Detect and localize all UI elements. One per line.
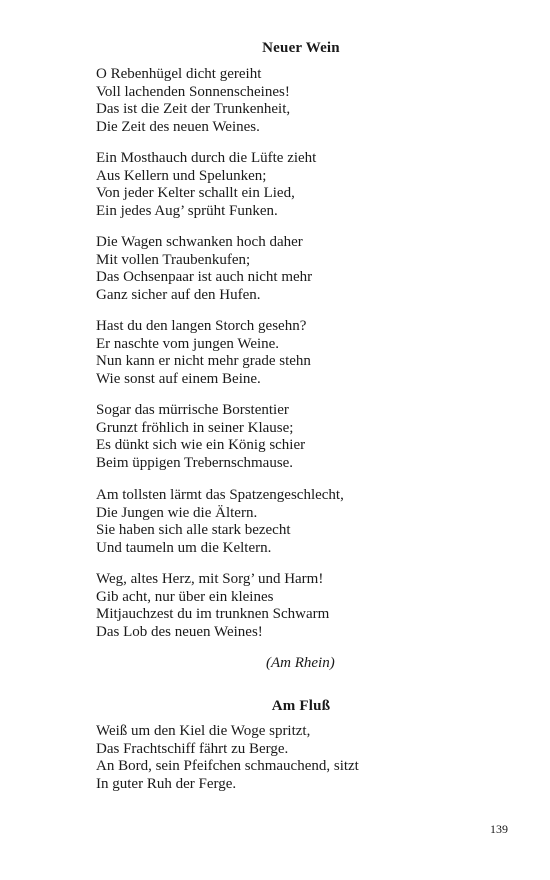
verse-line: Hast du den langen Storch gesehn? — [96, 318, 307, 334]
poem-attribution: (Am Rhein) — [266, 655, 335, 671]
verse-line: Das Ochsenpaar ist auch nicht mehr — [96, 269, 313, 285]
verse-line: Ein Mosthauch durch die Lüfte zieht — [96, 150, 317, 166]
verse-line: O Rebenhügel dicht gereiht — [96, 66, 262, 82]
verse-line: An Bord, sein Pfeifchen schmauchend, sitzt — [96, 758, 359, 774]
stanza — [96, 571, 329, 641]
verse-line: Mit vollen Traubenkufen; — [96, 251, 251, 268]
verse-line: Grunzt fröhlich in seiner Klause; — [96, 419, 294, 436]
stanza — [96, 402, 305, 472]
verse-line: In guter Ruh der Ferge. — [96, 775, 237, 792]
verse-line: Wie sonst auf einem Beine. — [96, 370, 261, 387]
verse-line: Nun kann er nicht mehr grade stehn — [96, 353, 311, 369]
verse-line: Weg, altes Herz, mit Sorg’ und Harm! — [96, 571, 324, 587]
verse-line: Mitjauchzest du im trunknen Schwarm — [96, 606, 330, 622]
poem-title: Am Fluß — [271, 698, 331, 714]
verse-line: Das Frachtschiff fährt zu Berge. — [96, 740, 289, 757]
stanza — [96, 723, 359, 793]
verse-line: Es dünkt sich wie ein König schier — [96, 437, 306, 453]
poem-title: Neuer Wein — [262, 40, 340, 56]
verse-line: Die Wagen schwanken hoch daher — [96, 234, 303, 250]
verse-line: Beim üppigen Trebernschmause. — [96, 454, 294, 471]
verse-line: Und taumeln um die Keltern. — [96, 539, 272, 556]
verse-line: Weiß um den Kiel die Woge spritzt, — [96, 723, 311, 739]
verse-line: Am tollsten lärmt das Spatzengeschlecht, — [96, 487, 344, 503]
stanza — [96, 66, 290, 136]
verse-line: Sogar das mürrische Borstentier — [96, 402, 289, 418]
verse-line: Ein jedes Aug’ sprüht Funken. — [96, 202, 278, 219]
verse-line: Ganz sicher auf den Hufen. — [96, 286, 261, 303]
verse-line: Er naschte vom jungen Weine. — [96, 335, 280, 352]
stanza — [96, 150, 316, 220]
verse-line: Voll lachenden Sonnenscheines! — [96, 83, 290, 100]
page-number: 139 — [490, 822, 508, 836]
verse-line: Das Lob des neuen Weines! — [96, 623, 263, 640]
verse-line: Sie haben sich alle stark bezecht — [96, 522, 291, 538]
verse-line: Die Jungen wie die Ältern. — [96, 504, 258, 521]
verse-line: Das ist die Zeit der Trunkenheit, — [96, 101, 291, 117]
stanza — [96, 234, 312, 304]
verse-line: Von jeder Kelter schallt ein Lied, — [96, 185, 295, 201]
verse-line: Die Zeit des neuen Weines. — [96, 118, 260, 135]
verse-line: Aus Kellern und Spelunken; — [96, 167, 267, 184]
stanza — [96, 487, 344, 557]
verse-line: Gib acht, nur über ein kleines — [96, 588, 274, 605]
stanza — [96, 318, 311, 388]
